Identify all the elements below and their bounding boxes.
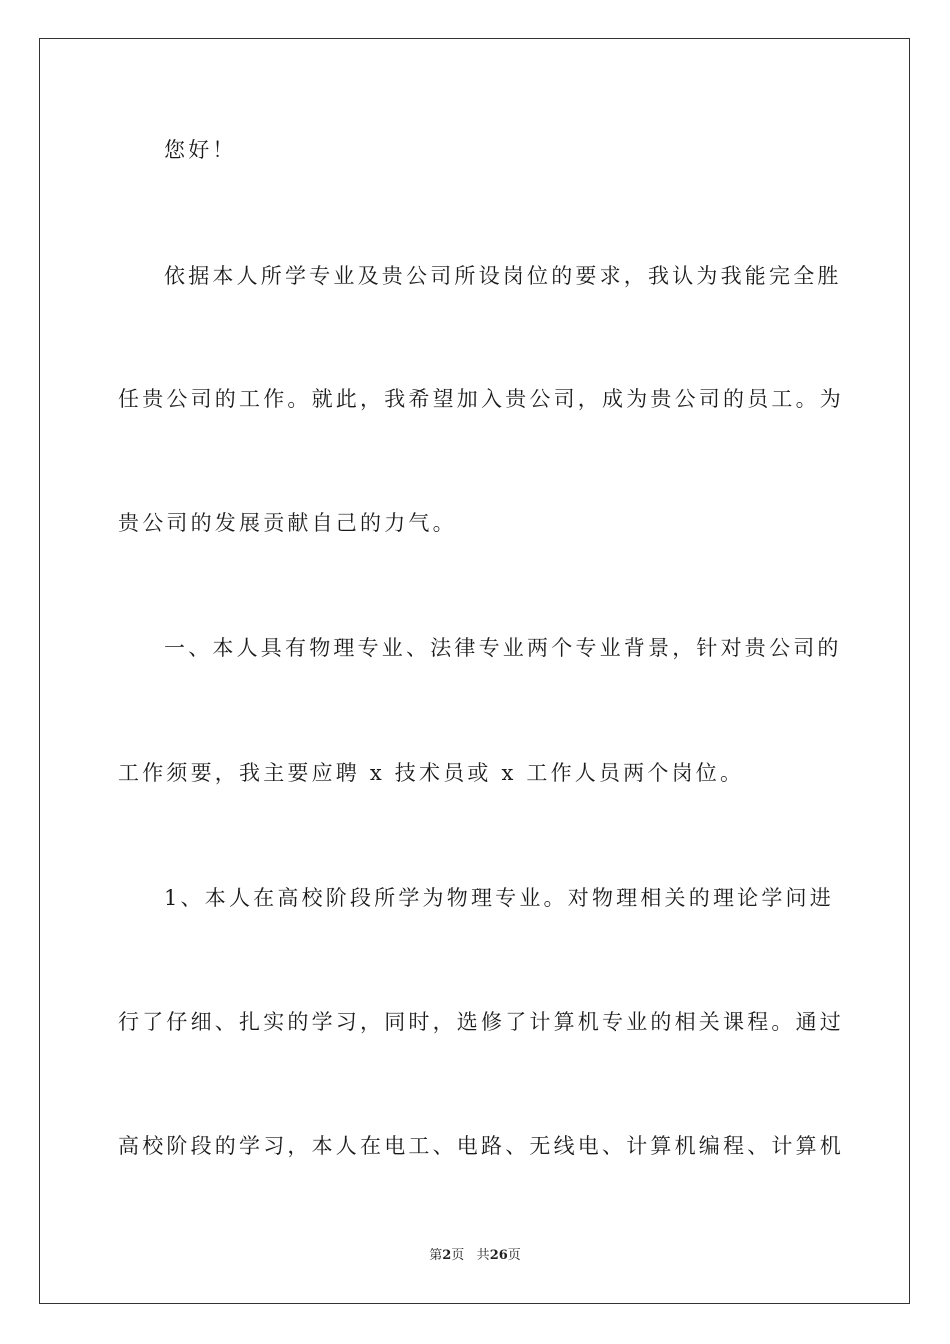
paragraph-2-line-1: 一、本人具有物理专业、法律专业两个专业背景，针对贵公司的 bbox=[164, 636, 842, 660]
paragraph-2-line-2: 工作须要，我主要应聘 x 技术员或 x 工作人员两个岗位。 bbox=[118, 761, 745, 785]
page-suffix: 页 bbox=[451, 1248, 465, 1263]
page-footer bbox=[0, 1247, 950, 1265]
paragraph-3-line-2: 行了仔细、扎实的学习，同时，选修了计算机专业的相关课程。通过 bbox=[118, 1010, 844, 1034]
total-pages: 26 bbox=[489, 1248, 508, 1263]
paragraph-1-line-1: 依据本人所学专业及贵公司所设岗位的要求，我认为我能完全胜 bbox=[164, 264, 842, 288]
total-suffix: 页 bbox=[507, 1248, 521, 1263]
paragraph-1-line-2: 任贵公司的工作。就此，我希望加入贵公司，成为贵公司的员工。为 bbox=[118, 387, 844, 411]
page-current: 2 bbox=[442, 1248, 452, 1263]
paragraph-3-line-3: 高校阶段的学习，本人在电工、电路、无线电、计算机编程、计算机 bbox=[118, 1134, 844, 1158]
paragraph-3-line-1: 1、本人在高校阶段所学为物理专业。对物理相关的理论学问进 bbox=[164, 886, 834, 910]
paragraph-1-line-3: 贵公司的发展贡献自己的力气。 bbox=[118, 511, 457, 535]
greeting-line: 您好！ bbox=[164, 138, 237, 162]
page-border bbox=[39, 38, 910, 1304]
total-prefix: 共 bbox=[476, 1248, 490, 1263]
page-prefix: 第 bbox=[429, 1248, 443, 1263]
